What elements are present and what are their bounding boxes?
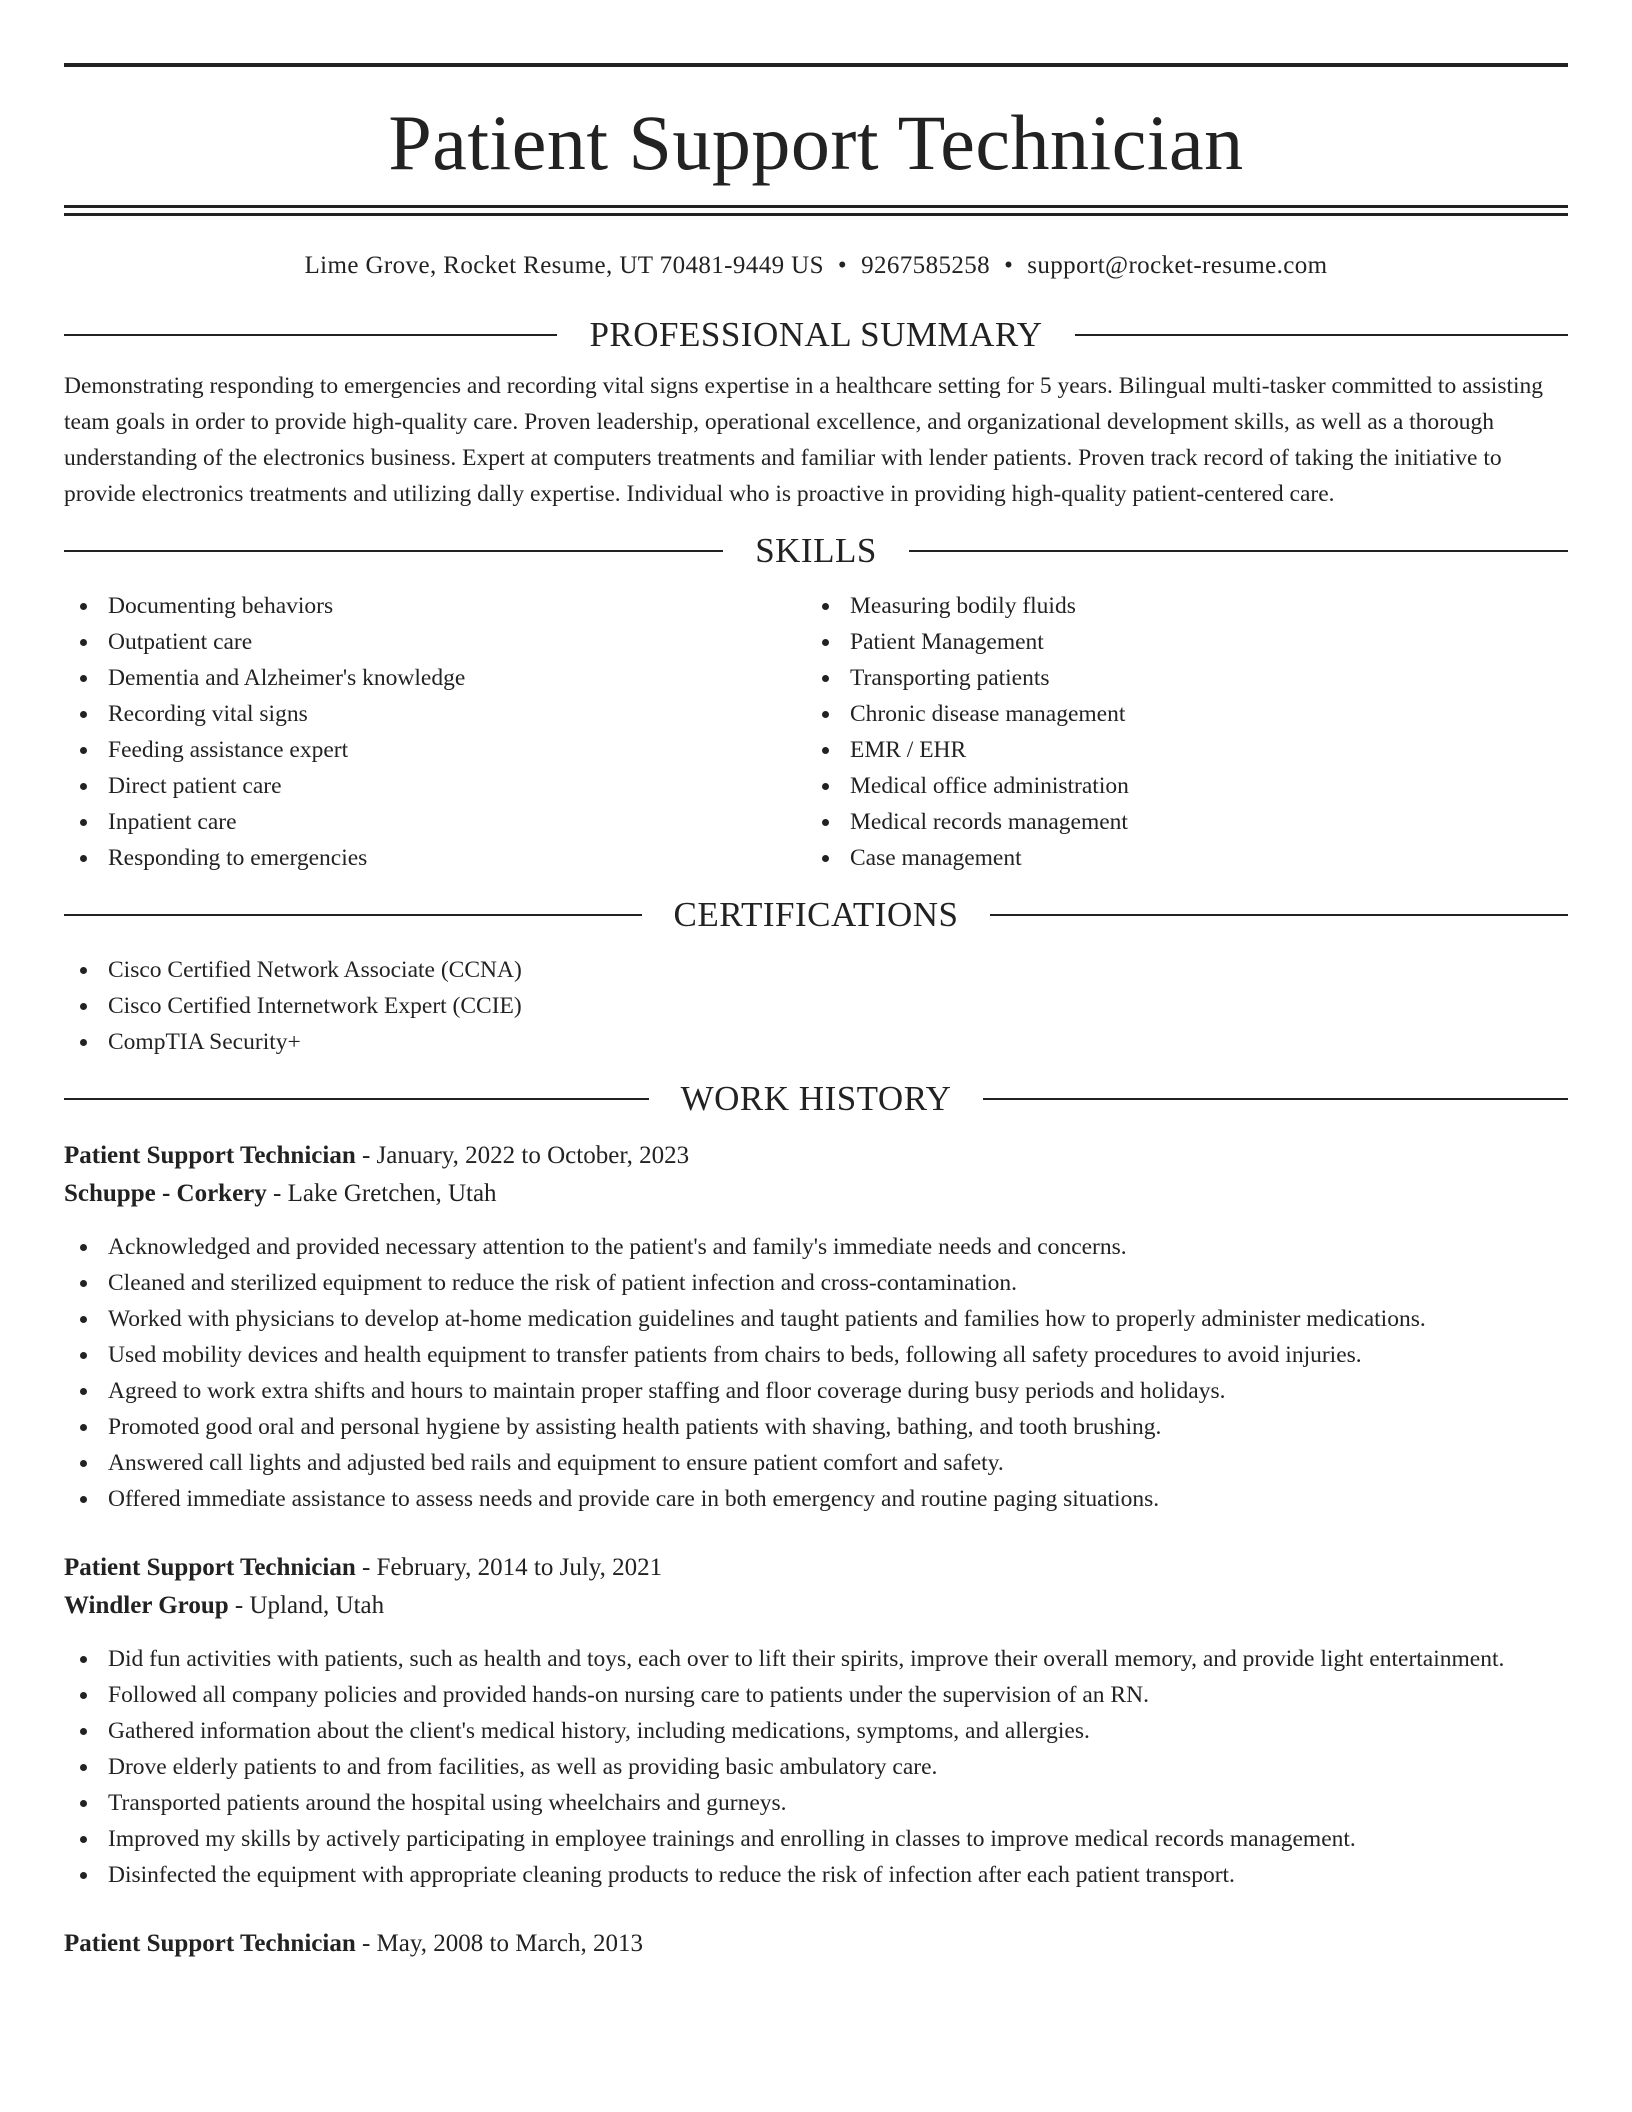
heading-rule-left: [64, 334, 557, 336]
duty-item: Used mobility devices and health equipment to transfer patients from chairs to beds, following all safety procedures to avoid injuries.: [64, 1337, 1568, 1373]
contact-separator: •: [837, 252, 848, 279]
job-dates: - January, 2022 to October, 2023: [355, 1142, 690, 1169]
skill-item: Direct patient care: [64, 768, 806, 804]
skill-item: Medical office administration: [806, 768, 1548, 804]
skills-section-heading: [64, 526, 1568, 576]
skill-item: Feeding assistance expert: [64, 732, 806, 768]
duty-item: Acknowledged and provided necessary attention to the patient's and family's immediate needs and concerns.: [64, 1229, 1568, 1265]
top-rule: [64, 63, 1568, 67]
job-title: Patient Support Technician: [64, 1554, 356, 1581]
contact-address: Lime Grove, Rocket Resume, UT 70481-9449 US: [304, 252, 824, 279]
heading-rule-left: [64, 914, 642, 916]
skills-grid: [64, 588, 1568, 876]
job-location: - Lake Gretchen, Utah: [266, 1180, 497, 1207]
duty-item: Did fun activities with patients, such as health and toys, each over to lift their spirits, improve their overall memory, and provide light entertainment.: [64, 1641, 1568, 1677]
section-title: WORK HISTORY: [680, 1079, 952, 1118]
duty-item: Disinfected the equipment with appropriate cleaning products to reduce the risk of infection after each patient transport.: [64, 1857, 1568, 1893]
heading-rule-right: [1075, 334, 1568, 336]
job-company-line: [64, 1587, 1568, 1625]
duty-item: Offered immediate assistance to assess needs and provide care in both emergency and routine paging situations.: [64, 1481, 1568, 1517]
job-title: Patient Support Technician: [64, 1142, 356, 1169]
heading-rule-right: [983, 1098, 1568, 1100]
skills-list-right: [806, 588, 1548, 876]
work-section-heading: [64, 1074, 1568, 1124]
skill-item: Medical records management: [806, 804, 1548, 840]
job-location: - Upland, Utah: [228, 1592, 385, 1619]
certification-item: Cisco Certified Network Associate (CCNA): [64, 952, 1568, 988]
job-duties: [64, 1641, 1568, 1893]
certifications-section-heading: [64, 890, 1568, 940]
certifications-list: [64, 952, 1568, 1060]
skill-item: Patient Management: [806, 624, 1548, 660]
job-title: Patient Support Technician: [64, 1930, 356, 1957]
job-company: Windler Group: [64, 1592, 229, 1619]
section-title: SKILLS: [755, 531, 877, 570]
job-entry: [64, 1925, 1568, 1963]
skill-item: Chronic disease management: [806, 696, 1548, 732]
contact-line: [64, 249, 1568, 283]
duty-item: Answered call lights and adjusted bed rails and equipment to ensure patient comfort and safety.: [64, 1445, 1568, 1481]
skill-item: Inpatient care: [64, 804, 806, 840]
contact-phone: 9267585258: [861, 252, 991, 279]
section-title: CERTIFICATIONS: [673, 895, 959, 934]
skill-item: Case management: [806, 840, 1548, 876]
duty-item: Cleaned and sterilized equipment to reduce the risk of patient infection and cross-contamination.: [64, 1265, 1568, 1301]
heading-rule-right: [990, 914, 1568, 916]
contact-email: support@rocket-resume.com: [1027, 252, 1328, 279]
certification-item: CompTIA Security+: [64, 1024, 1568, 1060]
title-double-rule: [64, 205, 1568, 216]
skill-item: Recording vital signs: [64, 696, 806, 732]
job-company: Schuppe - Corkery: [64, 1180, 267, 1207]
resume-title: Patient Support Technician: [388, 99, 1244, 186]
summary-text: Demonstrating responding to emergencies and recording vital signs expertise in a healthcare setting for 5 years. Bilingual multi-tasker committed to assisting team goals in order to provide high-quality care. Proven leadership, operational excellence, and organizational development skills, as well as a thorough understanding of the electronics business. Expert at computers treatments and familiar with lender patients. Proven track record of taking the initiative to provide electronics treatments and utilizing dally expertise. Individual who is proactive in providing high-quality patient-centered care.: [64, 373, 1544, 507]
duty-item: Improved my skills by actively participating in employee trainings and enrolling in classes to improve medical records management.: [64, 1821, 1568, 1857]
duty-item: Drove elderly patients to and from facilities, as well as providing basic ambulatory care.: [64, 1749, 1568, 1785]
skill-item: Documenting behaviors: [64, 588, 806, 624]
duty-item: Transported patients around the hospital using wheelchairs and gurneys.: [64, 1785, 1568, 1821]
skill-item: Responding to emergencies: [64, 840, 806, 876]
skill-item: Transporting patients: [806, 660, 1548, 696]
section-title: PROFESSIONAL SUMMARY: [589, 315, 1043, 354]
job-title-line: [64, 1549, 1568, 1587]
summary-section-heading: [64, 310, 1568, 360]
resume-page: [64, 0, 1568, 1963]
skill-item: Outpatient care: [64, 624, 806, 660]
job-company-line: [64, 1175, 1568, 1213]
duty-item: Followed all company policies and provided hands-on nursing care to patients under the supervision of an RN.: [64, 1677, 1568, 1713]
contact-separator: •: [1004, 252, 1014, 279]
duty-item: Gathered information about the client's medical history, including medications, symptoms, and allergies.: [64, 1713, 1568, 1749]
skill-item: EMR / EHR: [806, 732, 1548, 768]
job-duties: [64, 1229, 1568, 1517]
duty-item: Promoted good oral and personal hygiene by assisting health patients with shaving, bathing, and tooth brushing.: [64, 1409, 1568, 1445]
skill-item: Dementia and Alzheimer's knowledge: [64, 660, 806, 696]
job-dates: - February, 2014 to July, 2021: [355, 1554, 663, 1581]
duty-item: Agreed to work extra shifts and hours to maintain proper staffing and floor coverage during busy periods and holidays.: [64, 1373, 1568, 1409]
skills-list-left: [64, 588, 806, 876]
job-entry: [64, 1549, 1568, 1893]
heading-rule-left: [64, 550, 723, 552]
skill-item: Measuring bodily fluids: [806, 588, 1548, 624]
job-dates: - May, 2008 to March, 2013: [355, 1930, 643, 1957]
heading-rule-left: [64, 1098, 649, 1100]
job-title-line: [64, 1137, 1568, 1175]
job-title-line: [64, 1925, 1568, 1963]
certification-item: Cisco Certified Internetwork Expert (CCIE): [64, 988, 1568, 1024]
job-entry: [64, 1137, 1568, 1517]
duty-item: Worked with physicians to develop at-home medication guidelines and taught patients and families how to properly administer medications.: [64, 1301, 1568, 1337]
heading-rule-right: [909, 550, 1568, 552]
